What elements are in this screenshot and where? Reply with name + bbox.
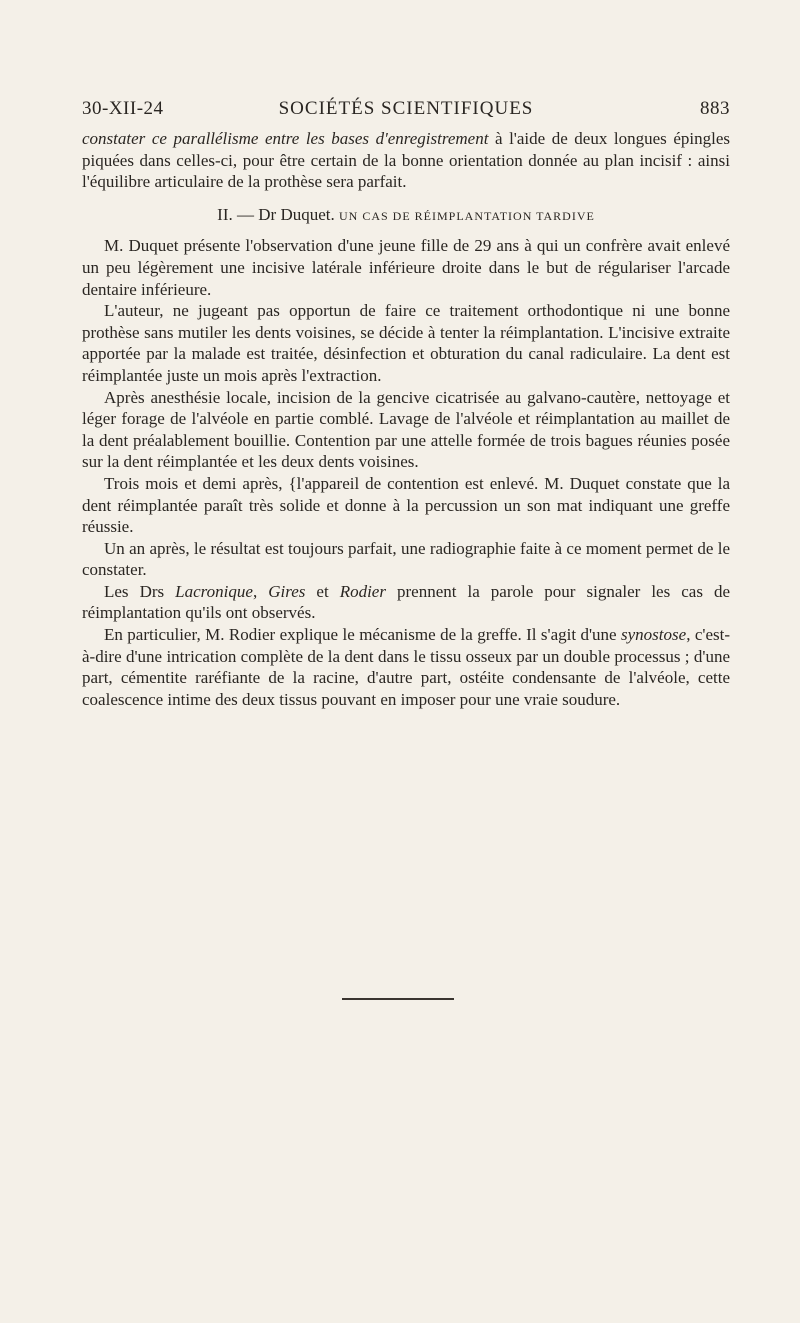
term-synostose: synostose [621, 625, 687, 645]
name-gires: Gires [268, 581, 306, 601]
final-paragraph [82, 624, 730, 710]
continuation-text: à l'aide de deux longues épingles piquées dans celles-ci, pour être certain de la bonne orientation donnée au plan incisif : ainsi l'équilibre articulaire de la prothèse sera parfait. [82, 129, 730, 192]
name-lacronique: Lacronique [175, 581, 253, 601]
paragraph: L'auteur, ne jugeant pas opportun de faire ce traitement orthodontique ni une bonne prothèse sans mutiler les dents voisines, se décide à tenter la réimplantation. L'incisive extraite apportée par la malade est traitée, désinfection et obturation du canal radiculaire. La dent est réimplantée juste un mois après l'extraction. [82, 301, 730, 385]
discussion-lead: Les [104, 581, 129, 601]
name-rodier: Rodier [339, 581, 386, 601]
paragraph: Un an après, le résultat est toujours parfait, une radiographie faite à ce moment permet de le constater. [82, 538, 730, 580]
separator: et [305, 581, 340, 601]
separator: , [252, 581, 258, 601]
article-body [82, 128, 730, 710]
paragraph: Après anesthésie locale, incision de la gencive cicatrisée au galvano-cautère, nettoyage et léger forage de l'alvéole en partie comblé. Lavage de l'alvéole et réimplantation au maillet de la dent préalablement bouillie. Contention par une attelle formée de trois bagues réunies posée sur la dent réimplantée et les deux dents voisines. [82, 387, 730, 472]
header-date: 30-XII-24 [82, 98, 164, 119]
section-author-title: Dr [258, 204, 277, 224]
end-rule [342, 998, 454, 1000]
running-header [82, 98, 730, 128]
section-number: II. — [217, 204, 254, 224]
section-heading [82, 204, 730, 228]
section-author: Duquet. [280, 204, 335, 224]
final-part2: , c'est-à-dire d'une intrication complète de la dent dans le tissu osseux par un double processus ; d'une part, cémentite raréfiante de la racine, d'autre part, ostéite condensante de l'alvéole, cette coalescence intime des deux tissus pouvant en imposer pour une vraie soudure. [82, 625, 730, 709]
discussion-rest: prennent la parole pour signaler les cas de réimplantation qu'ils ont observés. [82, 581, 731, 623]
page-number: 883 [700, 98, 730, 119]
paragraph: Trois mois et demi après, {l'appareil de contention est enlevé. M. Duquet constate que la dent réimplantée paraît très solide et donne à la percussion un son mat indiquant une greffe réussie. [82, 473, 730, 537]
continuation-paragraph [82, 128, 730, 193]
discussion-paragraph [82, 581, 730, 624]
header-title: SOCIÉTÉS SCIENTIFIQUES [278, 98, 534, 119]
paragraph: M. Duquet présente l'observation d'une jeune fille de 29 ans à qui un confrère avait enlevé un peu légèrement une incisive latérale inférieure droite dans le but de régulariser l'arcade dentaire inférieure. [82, 236, 730, 299]
continuation-italic: constater ce parallélisme entre les bases d'enregistrement [82, 129, 489, 148]
section-title: UN CAS DE RÉIMPLANTATION TARDIVE [338, 208, 595, 223]
discussion-title: Drs [139, 581, 165, 601]
final-part1: En particulier, M. Rodier explique le mécanisme de la greffe. Il s'agit d'une [104, 625, 622, 645]
